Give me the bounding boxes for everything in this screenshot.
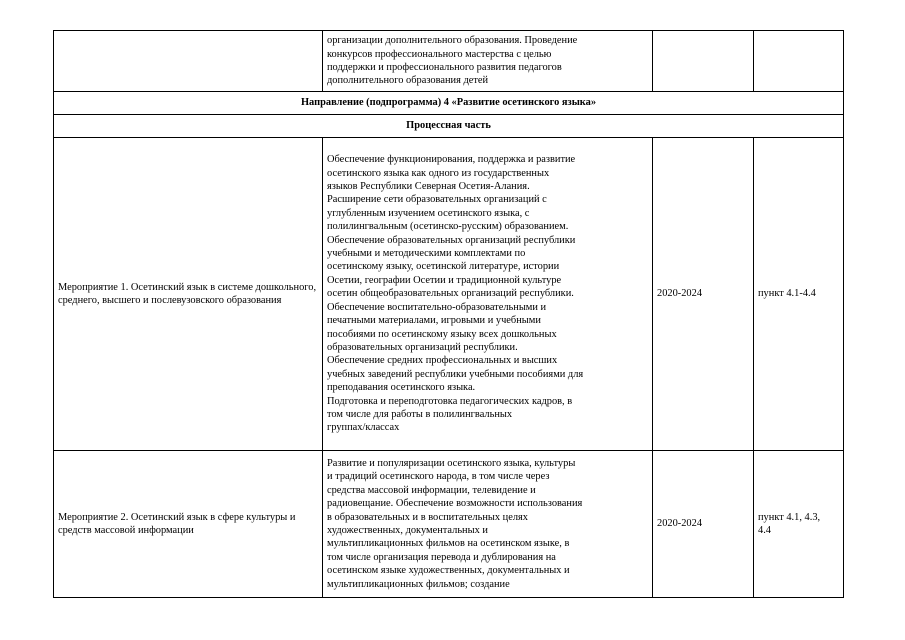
measure-cell xyxy=(54,31,323,92)
section-heading-row xyxy=(54,115,844,138)
reference-cell xyxy=(754,451,844,598)
table-row-continuation xyxy=(54,31,844,92)
reference-text: пункт 4.1, 4.3, 4.4 xyxy=(758,511,821,536)
direction-heading-row xyxy=(54,92,844,115)
reference-cell: пункт 4.1-4.4 xyxy=(754,138,844,451)
table-row xyxy=(54,138,844,451)
measure-cell: Мероприятие 2. Осетинский язык в сфере культуры и средств массовой информации xyxy=(54,451,323,598)
period-cell xyxy=(653,31,754,92)
reference-cell xyxy=(754,31,844,92)
period-cell: 2020-2024 xyxy=(653,451,754,598)
section-heading: Процессная часть xyxy=(54,115,844,138)
content-text: организации дополнительного образования. Проведение конкурсов профессионального мастерства с целью поддержки и профессионального развития педагогов дополнительного образования детей xyxy=(327,35,578,87)
content-text: Развитие и популяризации осетинского языка, культуры и традиций осетинского народа, в том числе через средства массовой информации, телевидение и радиовещание. Обеспечение возможности использования в образовательных и в воспитательных целях художественных, документальных и мультипликационных фильмов на осетинском языке, в том числе организация перевода и дублирования на осетинском языке художественных, документальных и мультипликационных фильмов; создание xyxy=(327,457,583,590)
period-cell: 2020-2024 xyxy=(653,138,754,451)
table-row xyxy=(54,451,844,598)
content-text: Обеспечение функционирования, поддержка и развитие осетинского языка как одного из государственных языков Республики Северная Осетия-Алания. Расширение сети образовательных организаций с углубленным изучением осетинского языка, с полилингвальным (осетинско-русским) образованием. Обеспечение образовательных организаций республики учебными и методическими комплектами по осетинскому языку, осетинской литературе, истории Осетии, географии Осетии и традиционной культуре осетин общеобразовательных организаций республики. Обеспечение воспитательно-образовательными и печатными материалами, игровыми и учебными пособиями по осетинскому языку всех дошкольных образовательных организаций республики. Обеспечение средних профессиональных и высших учебных заведений республики учебными пособиями для преподавания осетинского языка. Подготовка и переподготовка педагогических кадров, в том числе для работы в полилингвальных группах/классах xyxy=(327,154,584,434)
program-measures-table xyxy=(53,30,844,598)
measure-cell: Мероприятие 1. Осетинский язык в системе дошкольного, среднего, высшего и послевузовского образования xyxy=(54,138,323,451)
content-cell xyxy=(323,31,653,92)
content-cell xyxy=(323,451,653,598)
content-cell xyxy=(323,138,653,451)
direction-heading: Направление (подпрограмма) 4 «Развитие осетинского языка» xyxy=(54,92,844,115)
